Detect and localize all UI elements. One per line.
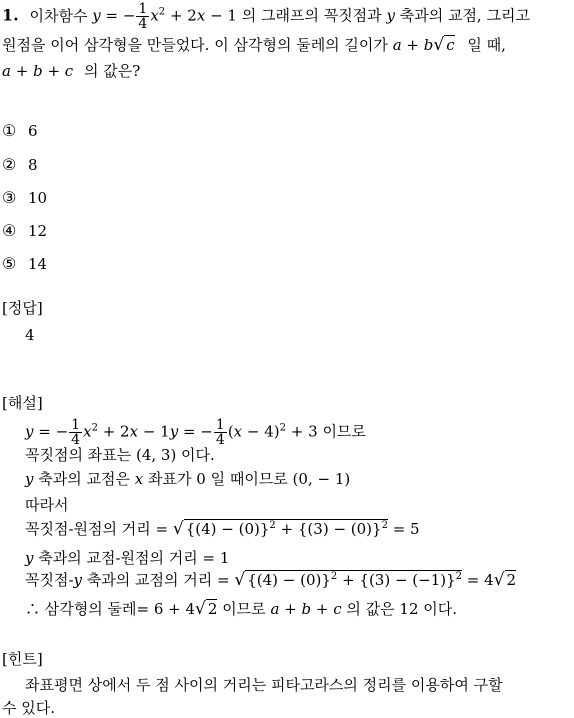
solution-line-6: y 축과의 교점-원점의 거리 = 1 — [25, 549, 230, 567]
hint-line-2: 수 있다. — [2, 699, 56, 717]
answer-value: 4 — [25, 326, 35, 344]
choice-5[interactable]: ⑤ 14 — [2, 254, 48, 273]
solution-line-8: ∴ 삼각형의 둘레= 6 + 4√ 2 이므로 a + b + c 의 값은 12 이다. — [25, 599, 458, 619]
question-line-2: 원점을 이어 삼각형을 만들었다. 이 삼각형의 둘레의 길이가 a + b√ c 일 때, — [2, 35, 506, 55]
question-number: 1. — [2, 5, 19, 25]
question-line-1: 1. 이차함수 y = − $\frac{1}{4}$ $x^2 + 2x - 1$ 의 그래프의 꼭짓점과 y 축과의 교점, 그리고 — [2, 1, 530, 32]
choice-1[interactable]: ① 6 — [2, 121, 38, 140]
hint-line-1: 좌표평면 상에서 두 점 사이의 거리는 피타고라스의 정리를 이용하여 구할 — [25, 676, 503, 694]
solution-label: [해설] — [2, 394, 43, 412]
answer-label: [정답] — [2, 299, 43, 317]
solution-line-1: y = − $\frac{1}{4}$ $x^2 + 2x - 1y$ = − $\frac{1}{4}$ $(x - 4)^2 + 3$ 이므로 — [25, 417, 366, 448]
solution-line-3: y 축과의 교점은 x 좌표가 0 일 때이므로 (0, − 1) — [25, 470, 351, 488]
choice-2[interactable]: ② 8 — [2, 155, 38, 174]
choice-4[interactable]: ④ 12 — [2, 221, 48, 240]
solution-line-4: 따라서 — [25, 496, 69, 514]
choice-3[interactable]: ③ 10 — [2, 188, 48, 207]
question-line-3: a + b + c 의 값은? — [2, 62, 141, 80]
solution-line-2: 꼭짓점의 좌표는 (4, 3) 이다. — [25, 446, 215, 464]
solution-line-7: 꼭짓점-y 축과의 교점의 거리 = √ $\{(4) - (0)\}^2 + \{(3) - (-1)\}^2 = 4√$ 2 — [25, 570, 517, 590]
hint-label: [힌트] — [2, 650, 43, 668]
solution-line-5: 꼭짓점-원점의 거리 = √ $\{(4) - (0)\}^2 + \{(3) - (0)\}^2 = 5$ — [25, 519, 420, 539]
